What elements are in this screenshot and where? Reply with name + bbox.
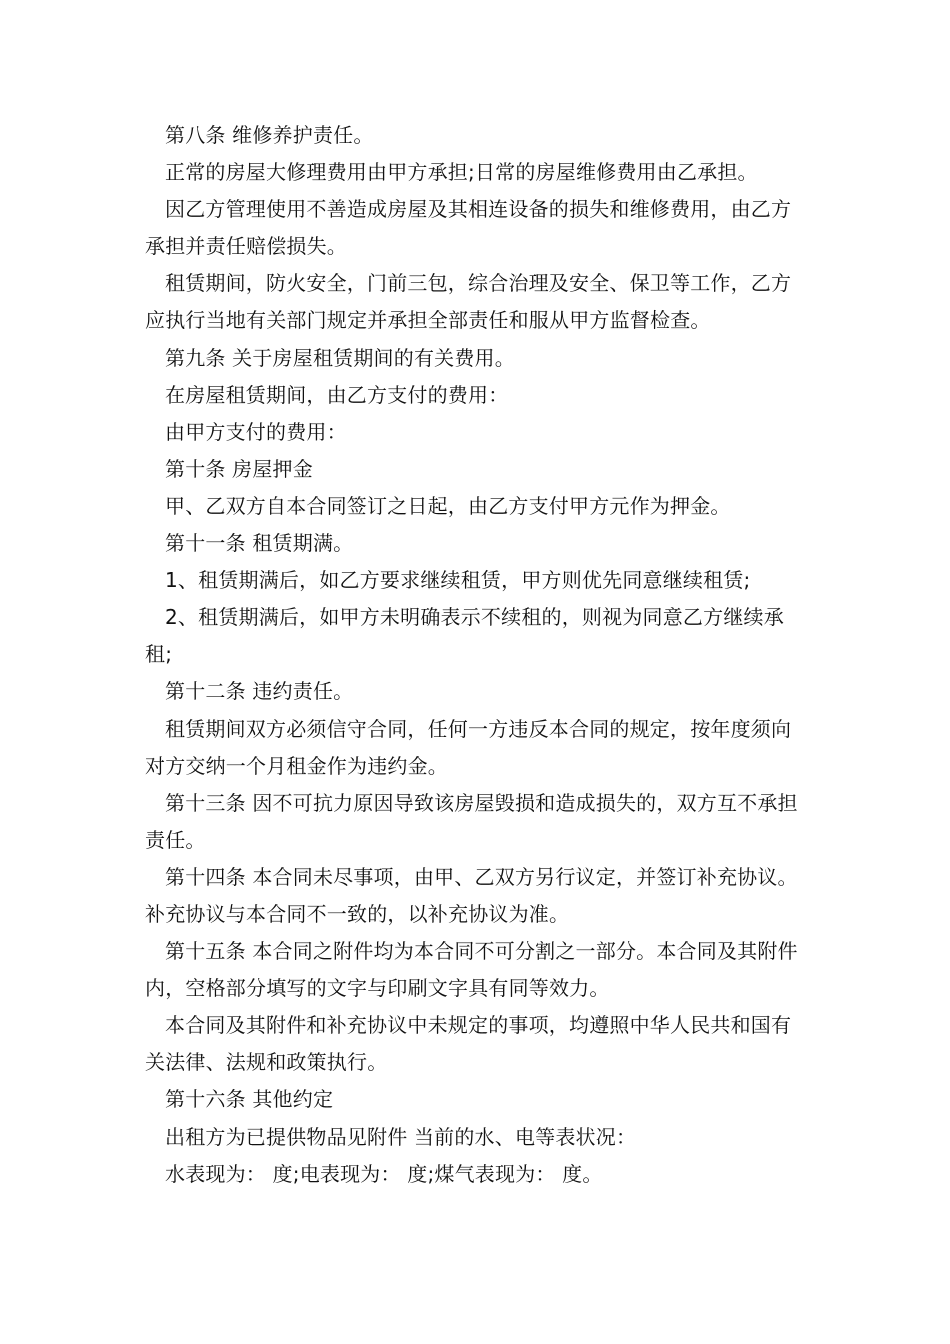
paragraph-meter-readings: 水表现为： 度;电表现为： 度;煤气表现为： 度。 (165, 1161, 603, 1186)
paragraph-deposit: 甲、乙双方自本合同签订之日起，由乙方支付甲方元作为押金。 (165, 493, 731, 518)
paragraph-renewal-1: 1、租赁期满后，如乙方要求继续租赁，甲方则优先同意继续租赁; (165, 568, 751, 593)
paragraph-article-13: 第十三条 因不可抗力原因导致该房屋毁损和造成损失的，双方互不承担责任。 (145, 790, 798, 852)
paragraph-article-12-title: 第十二条 违约责任。 (165, 679, 354, 704)
paragraph-landlord-fees: 由甲方支付的费用： (165, 419, 347, 444)
paragraph-article-14: 第十四条 本合同未尽事项，由甲、乙双方另行议定，并签订补充协议。补充协议与本合同不一致的，以补充协议为准。 (145, 864, 798, 926)
paragraph-article-8-title: 第八条 维修养护责任。 (165, 123, 374, 147)
paragraph-repair-costs: 正常的房屋大修理费用由甲方承担;日常的房屋维修费用由乙承担。 (165, 160, 758, 185)
paragraph-article-10-title: 第十条 房屋押金 (165, 456, 313, 481)
paragraph-renewal-2: 2、租赁期满后，如甲方未明确表示不续租的，则视为同意乙方继续承租; (145, 605, 784, 667)
paragraph-damage-liability: 因乙方管理使用不善造成房屋及其相连设备的损失和维修费用，由乙方承担并责任赔偿损失。 (145, 197, 792, 259)
document-body (145, 117, 810, 1193)
paragraph-article-16-title: 第十六条 其他约定 (165, 1087, 334, 1112)
paragraph-article-9-title: 第九条 关于房屋租赁期间的有关费用。 (165, 345, 515, 370)
paragraph-tenant-fees: 在房屋租赁期间，由乙方支付的费用： (165, 382, 509, 407)
paragraph-safety-duties: 租赁期间，防火安全，门前三包，综合治理及安全、保卫等工作，乙方应执行当地有关部门规定并承担全部责任和服从甲方监督检查。 (145, 271, 792, 333)
paragraph-provided-items: 出租方为已提供物品见附件 当前的水、电等表状况： (165, 1124, 637, 1149)
paragraph-article-15: 第十五条 本合同之附件均为本合同不可分割之一部分。本合同及其附件内，空格部分填写的文字与印刷文字具有同等效力。 (145, 939, 798, 1001)
paragraph-applicable-law: 本合同及其附件和补充协议中未规定的事项，均遵照中华人民共和国有关法律、法规和政策执行。 (145, 1013, 792, 1075)
paragraph-breach-penalty: 租赁期间双方必须信守合同，任何一方违反本合同的规定，按年度须向对方交纳一个月租金作为违约金。 (145, 716, 792, 778)
paragraph-article-11-title: 第十一条 租赁期满。 (165, 531, 354, 556)
